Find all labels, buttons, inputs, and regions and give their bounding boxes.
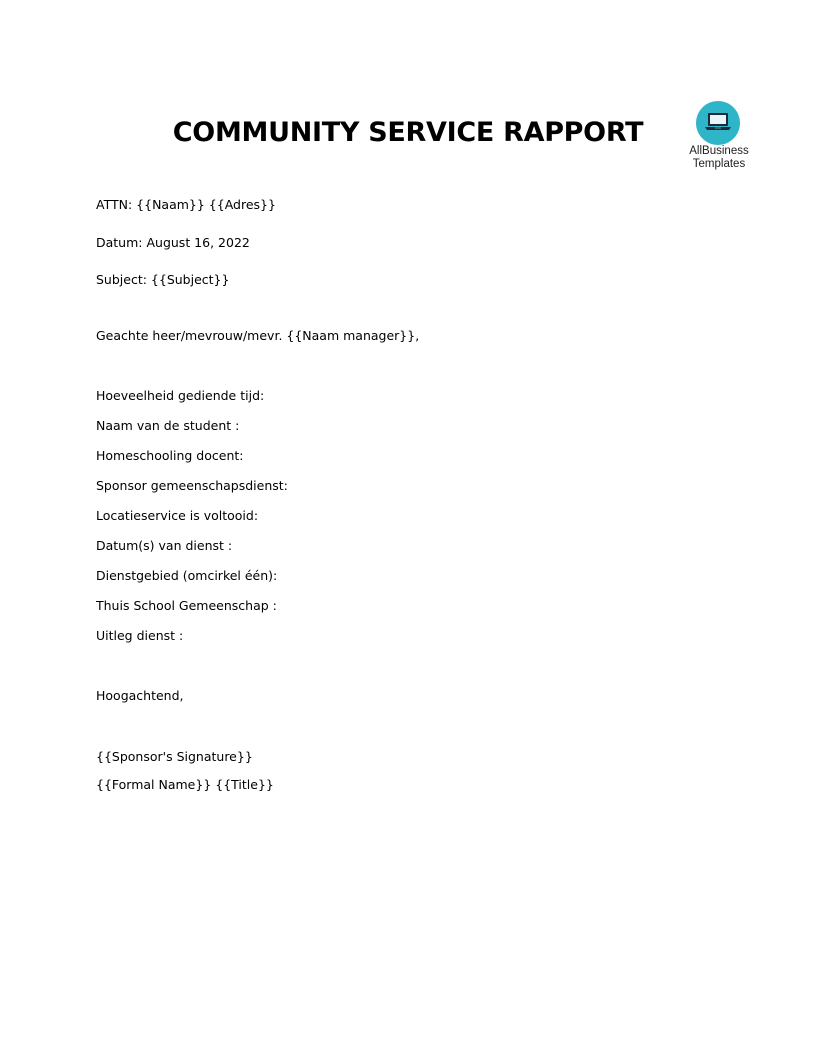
field-location: Locatieservice is voltooid: [96, 508, 259, 523]
allbusiness-templates-logo [682, 101, 756, 173]
formal-name-placeholder: {{Formal Name}} {{Title}} [96, 777, 274, 792]
field-service-dates: Datum(s) van dienst : [96, 538, 233, 553]
field-student-name: Naam van de student : [96, 418, 240, 433]
field-sponsor: Sponsor gemeenschapsdienst: [96, 478, 288, 493]
field-time-served: Hoeveelheid gediende tijd: [96, 388, 265, 403]
logo-circle [696, 101, 740, 145]
field-service-area: Dienstgebied (omcirkel één): [96, 568, 278, 583]
field-home-school-community: Thuis School Gemeenschap : [96, 598, 277, 613]
signature-placeholder: {{Sponsor's Signature}} [96, 749, 253, 764]
date-line: Datum: August 16, 2022 [96, 235, 250, 250]
closing: Hoogachtend, [96, 688, 184, 703]
subject-line: Subject: {{Subject}} [96, 272, 230, 287]
salutation: Geachte heer/mevrouw/mevr. {{Naam manager}}, [96, 328, 420, 343]
document-title: COMMUNITY SERVICE RAPPORT [172, 117, 644, 148]
logo-line-1: AllBusiness [689, 145, 749, 157]
field-homeschool-teacher: Homeschooling docent: [96, 448, 244, 463]
attn-line: ATTN: {{Naam}} {{Adres}} [96, 197, 276, 212]
laptop-icon [704, 111, 732, 133]
logo-text [682, 145, 756, 171]
logo-line-2: Templates [692, 158, 746, 170]
field-service-explanation: Uitleg dienst : [96, 628, 184, 643]
